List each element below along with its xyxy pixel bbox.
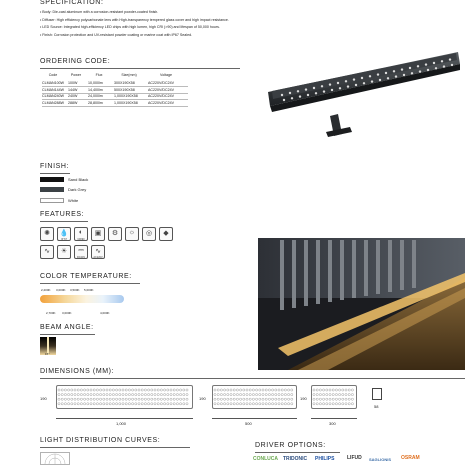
glare-icon: ☀ — [57, 245, 71, 259]
finish-divider — [40, 173, 70, 174]
cell: 1,000X190X58 — [114, 93, 148, 100]
lens-icon: ◎ — [142, 227, 156, 241]
ip67-icon: 💧 IP 67 — [57, 227, 71, 241]
dimension-view-500 — [212, 385, 297, 409]
cell: 300X190X58 — [114, 80, 148, 87]
driver-logo-tridonic: TRIDONIC — [283, 456, 308, 462]
cell: 14,400lm — [88, 87, 114, 94]
dim-length-line-300 — [311, 418, 357, 419]
col-size: Size(mm) — [121, 73, 137, 77]
cell: CLMAN144W — [42, 87, 68, 94]
product-render-image — [262, 44, 462, 144]
dim-height-500: 190 — [199, 396, 206, 401]
driver-logo-philips: PHILIPS — [315, 456, 335, 462]
thermal-icon: ☼ — [125, 227, 139, 241]
specification-list — [40, 9, 229, 39]
dimensions-divider — [40, 378, 465, 379]
cell: 500X190X58 — [114, 87, 148, 94]
cell: AC220V/DC24V — [148, 87, 188, 94]
driver-options-divider — [255, 452, 340, 453]
cri-icon: ◐ CRI90 — [74, 227, 88, 241]
col-power: Power — [70, 73, 82, 77]
driver-options-heading: DRIVER OPTIONS: — [255, 442, 326, 449]
features-divider — [40, 221, 88, 222]
cct-label-3000-bottom: 3,000K — [62, 311, 72, 315]
col-flux: Flux — [95, 73, 103, 77]
dim-length-line-500 — [212, 418, 297, 419]
cell: 28,800lm — [88, 100, 114, 107]
spec-diffuser: • Diffuser: High efficiency polycarbonate lens with High-transparency tempered glass cover and high impact resistance. — [40, 17, 229, 22]
chip-icon: ▣ — [91, 227, 105, 241]
cell: 10,000lm — [88, 80, 114, 87]
dim-depth: 58 — [374, 404, 379, 409]
cell: 240W — [68, 93, 88, 100]
finish-swatch-white — [40, 198, 64, 203]
spec-led-source: • LED Source: Integrated high-efficiency LED chips with high lumen, high CRI (>90) and lifespan of 50,000 hours. — [40, 25, 220, 30]
dim-height-300: 190 — [300, 396, 307, 401]
features-heading: FEATURES: — [40, 211, 85, 218]
light-distribution-heading: LIGHT DISTRIBUTION CURVES: — [40, 437, 161, 444]
driver-logo-lifud: LIFUD — [347, 455, 362, 461]
color-temperature-gradient-bar — [40, 295, 124, 303]
color-temperature-heading: COLOR TEMPERATURE: — [40, 273, 132, 280]
dim-length-300: 300 — [329, 421, 336, 426]
driver-icon: ⚙ — [108, 227, 122, 241]
ac-icon: ∿ AC220V — [91, 245, 105, 259]
cct-label-2200: 2,200K — [41, 288, 51, 292]
dimension-side-view — [372, 388, 382, 400]
finish-label-white: White — [68, 198, 79, 203]
color-temperature-divider — [40, 283, 140, 284]
table-row — [42, 100, 188, 107]
cell: AC220V/DC24V — [148, 80, 188, 87]
dim-length-500: 500 — [245, 421, 252, 426]
flicker-icon: ∿ — [40, 245, 54, 259]
ordering-header-row — [42, 72, 188, 80]
application-photo-image — [258, 238, 465, 370]
finish-swatch-dark-grey — [40, 187, 64, 192]
cell: CLMAN288W — [42, 100, 68, 107]
cct-label-3500: 3,500K — [70, 288, 80, 292]
ordering-table — [42, 72, 188, 107]
cct-label-3000-top: 3,000K — [56, 288, 66, 292]
finish-heading: FINISH: — [40, 163, 70, 170]
driver-logo-conluca: CONLUCA — [253, 456, 278, 462]
spec-finish: • Finish: Corrosion protection and UV-resistant powder coating or marine coat with IP67 Sealed. — [40, 32, 193, 37]
cell: CLMAN240W — [42, 93, 68, 100]
cell: 144W — [68, 87, 88, 94]
cell: 24,000lm — [88, 93, 114, 100]
cct-label-5000: 5,000K — [84, 288, 94, 292]
beam-angle-divider — [40, 334, 95, 335]
cell: 100W — [68, 80, 88, 87]
cct-label-4000: 4,000K — [100, 311, 110, 315]
cct-label-2700: 2,700K — [46, 311, 56, 315]
finish-label-sand-black: Sand Black — [68, 177, 89, 182]
certified-icon: ◆ — [159, 227, 173, 241]
light-distribution-divider — [40, 447, 190, 448]
dimension-view-1000 — [56, 385, 193, 409]
cell: CLMAN100W — [42, 80, 68, 87]
cell: AC220V/DC24V — [148, 100, 188, 107]
dim-length-line-1000 — [56, 418, 193, 419]
led-icon: ✺ — [40, 227, 54, 241]
col-voltage: Voltage — [160, 73, 172, 77]
dim-length-1000: 1,000 — [116, 421, 127, 426]
col-code: Code — [48, 73, 58, 77]
finish-label-dark-grey: Dark Grey — [68, 187, 87, 192]
dimensions-heading: DIMENSIONS (MM): — [40, 368, 115, 375]
spec-body: • Body: Die-cast aluminum with a corrosion-resistant powder-coated finish. — [40, 10, 159, 14]
driver-logo-osram: OSRAM — [401, 455, 420, 461]
cell: 1,000X190X58 — [114, 100, 148, 107]
ordering-divider — [40, 68, 240, 69]
beam-angle-heading: BEAM ANGLE: — [40, 324, 94, 331]
dim-height-1000: 190 — [40, 396, 47, 401]
ordering-heading: ORDERING CODE: — [40, 58, 111, 65]
finish-swatch-sand-black — [40, 177, 64, 182]
specification-heading: SPECIFICATION: — [40, 0, 104, 6]
dimension-view-300 — [311, 385, 357, 409]
beam-angle-value: 15° — [45, 352, 50, 356]
light-distribution-curve-diagram — [40, 452, 70, 465]
cell: AC220V/DC24V — [148, 93, 188, 100]
cell: 288W — [68, 100, 88, 107]
dc-icon: ⎓ DC24V — [74, 245, 88, 259]
driver-logo-saglionis: SAGLIONIS — [369, 457, 392, 462]
